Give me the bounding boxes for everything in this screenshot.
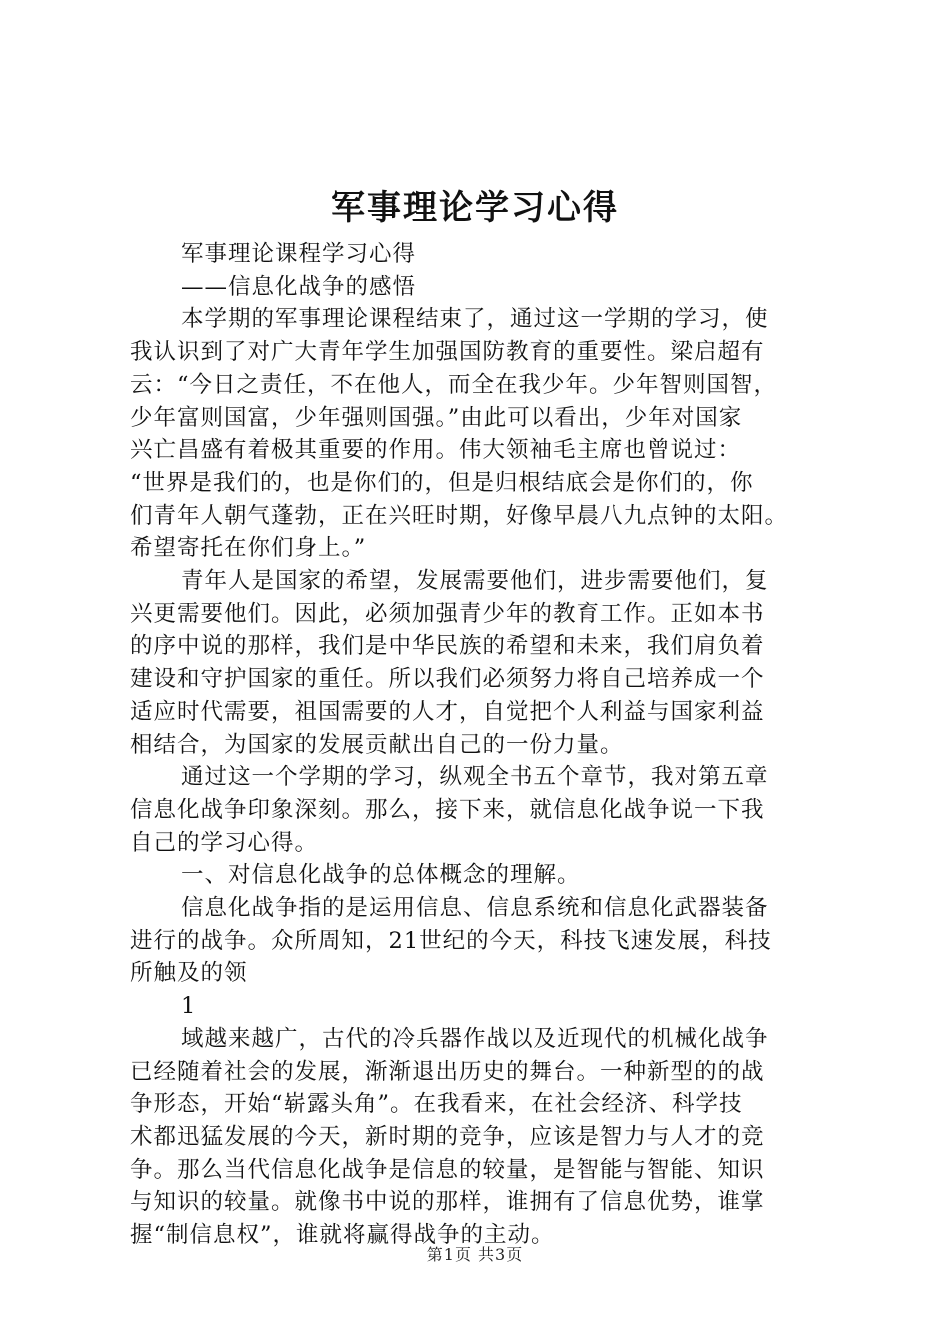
paragraph-line: 信息化战争指的是运用信息、信息系统和信息化武器装备	[181, 895, 769, 922]
paragraph	[130, 761, 832, 859]
paragraph	[130, 892, 832, 990]
document-title: 军事理论学习心得	[331, 188, 619, 228]
paragraph-line: 通过这一个学期的学习，纵观全书五个章节，我对第五章	[181, 764, 769, 791]
paragraph-line: 少年富则国富，少年强则国强。”由此可以看出，少年对国家	[130, 404, 743, 431]
document-body	[130, 238, 832, 1252]
paragraph-line: 进行的战争。众所周知，21世纪的今天，科技飞速发展，科技	[130, 927, 772, 954]
paragraph-line: 本学期的军事理论课程结束了，通过这一学期的学习，使	[181, 306, 769, 333]
paragraph-line: 信息化战争印象深刻。那么，接下来，就信息化战争说一下我	[130, 796, 765, 823]
paragraph-line: 已经随着社会的发展，渐渐退出历史的舞台。一种新型的的战	[130, 1058, 765, 1085]
paragraph-group-after	[130, 1023, 832, 1252]
paragraph-line: 一、对信息化战争的总体概念的理解。	[181, 862, 581, 889]
paragraph-line: 域越来越广，古代的冷兵器作战以及近现代的机械化战争	[181, 1025, 769, 1052]
paragraph-line: 所触及的领	[130, 960, 248, 987]
paragraph-group-before	[130, 303, 832, 990]
page-footer: 第1页 共3页	[426, 1245, 524, 1264]
paragraph-line: 争。那么当代信息化战争是信息的较量，是智能与智能、知识	[130, 1156, 765, 1183]
paragraph-line: 的序中说的那样，我们是中华民族的希望和未来，我们肩负着	[130, 633, 765, 660]
paragraph-line: 适应时代需要，祖国需要的人才，自觉把个人利益与国家利益	[130, 698, 765, 725]
paragraph-line: 希望寄托在你们身上。”	[130, 535, 367, 562]
paragraph-line: 术都迅猛发展的今天，新时期的竞争，应该是智力与人才的竞	[130, 1123, 765, 1150]
paragraph	[130, 303, 832, 565]
paragraph-line: 与知识的较量。就像书中说的那样，谁拥有了信息优势，谁掌	[130, 1189, 765, 1216]
paragraph-line: 们青年人朝气蓬勃，正在兴旺时期，好像早晨八九点钟的太阳。	[130, 502, 789, 529]
paragraph-line: 兴亡昌盛有着极其重要的作用。伟大领袖毛主席也曾说过：	[130, 437, 742, 464]
paragraph	[130, 1023, 832, 1252]
paragraph-line: 争形态，开始“崭露头角”。在我看来，在社会经济、科学技	[130, 1091, 743, 1118]
paragraph-line: 建设和守护国家的重任。所以我们必须努力将自己培养成一个	[130, 666, 765, 693]
subtitle-course: 军事理论课程学习心得	[181, 241, 417, 267]
paragraph-line: 云：“今日之责任，不在他人，而全在我少年。少年智则国智，	[130, 371, 778, 398]
paragraph	[130, 859, 832, 892]
paragraph-line: 握“制信息权”，谁就将赢得战争的主动。	[130, 1222, 555, 1249]
paragraph	[130, 565, 832, 761]
paragraph-line: 自己的学习心得。	[130, 829, 319, 856]
paragraph-line: 相结合，为国家的发展贡献出自己的一份力量。	[130, 731, 624, 758]
paragraph-line: 我认识到了对广大青年学生加强国防教育的重要性。梁启超有	[130, 339, 765, 366]
subtitle-theme: ——信息化战争的感悟	[181, 273, 417, 300]
paragraph-line: 兴更需要他们。因此，必须加强青少年的教育工作。正如本书	[130, 600, 765, 627]
paragraph-line: 青年人是国家的希望，发展需要他们，进步需要他们，复	[181, 568, 769, 595]
page-marker: 1	[181, 993, 197, 1020]
paragraph-line: “世界是我们的，也是你们的，但是归根结底会是你们的，你	[130, 469, 754, 496]
